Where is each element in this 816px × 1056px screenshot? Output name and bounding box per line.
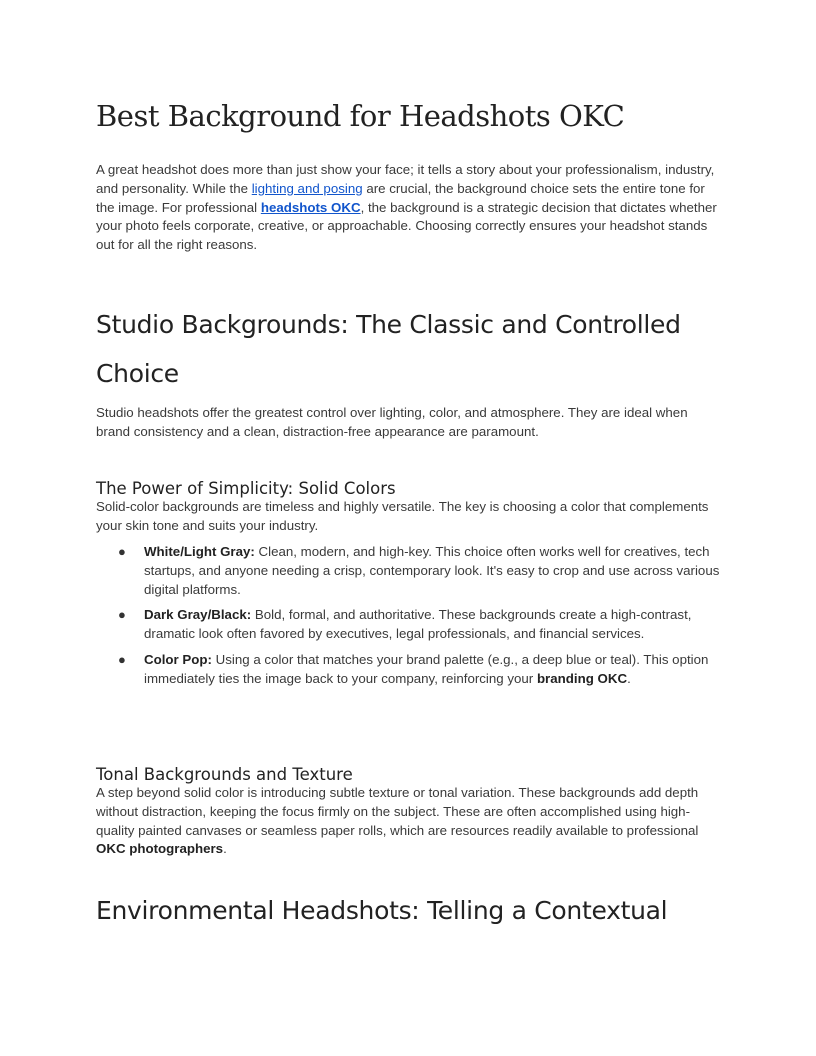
solid-colors-paragraph: Solid-color backgrounds are timeless and highly versatile. The key is choosing a color that complements your skin tone and suits your industry. [96, 499, 709, 533]
list-item [96, 606, 720, 644]
background-options-list [96, 543, 720, 696]
branding-okc-bold: branding OKC [536, 670, 628, 686]
list-item-label: Color Pop: [144, 651, 212, 667]
list-item-label: Dark Gray/Black: [144, 607, 252, 623]
solid-colors-heading: The Power of Simplicity: Solid Colors [96, 479, 396, 498]
studio-paragraph: Studio headshots offer the greatest control over lighting, color, and atmosphere. They are ideal when brand consistency and a clean, distraction-free appearance are paramount. [96, 405, 688, 439]
bullet-icon: ● [118, 607, 126, 623]
intro-text-2: are crucial, the background choice sets the entire tone for the image. For professional [96, 180, 705, 215]
intro-text-1: A great headshot does more than just show your face; it tells a story about your professionalism, industry, and personality. While the [96, 162, 715, 196]
list-item-text: Using a color that matches your brand palette (e.g., a deep blue or teal). This option immediately ties the image back to your company, reinforcing your [144, 651, 709, 686]
intro-paragraph [96, 161, 720, 255]
tonal-text: A step beyond solid color is introducing subtle texture or tonal variation. These backgrounds add depth without distraction, keeping the focus firmly on the subject. These are often accomplished using high-quality painted canvases or seamless paper rolls, which are resources readily available to professional [96, 785, 699, 838]
tonal-paragraph [96, 784, 720, 859]
okc-photographers-bold: OKC photographers [96, 841, 224, 857]
tonal-heading: Tonal Backgrounds and Texture [96, 765, 353, 784]
studio-heading: Studio Backgrounds: The Classic and Controlled Choice [96, 310, 681, 388]
environmental-heading: Environmental Headshots: Telling a Contextual [96, 896, 668, 925]
list-item [96, 543, 720, 599]
bullet-icon: ● [118, 544, 126, 559]
tonal-end: . [223, 841, 227, 857]
page-title: Best Background for Headshots OKC [96, 99, 625, 133]
lighting-posing-link[interactable]: lighting and posing [251, 180, 363, 196]
list-item [96, 651, 720, 689]
list-item-end: . [627, 670, 631, 686]
headshots-okc-link[interactable]: headshots OKC [260, 199, 361, 215]
list-item-text: Clean, modern, and high-key. This choice often works well for creatives, tech startups, and anyone needing a crisp, contemporary look. It's easy to crop and use across various digital platforms. [144, 544, 720, 597]
list-item-text: Bold, formal, and authoritative. These backgrounds create a high-contrast, dramatic look often favored by executives, legal professionals, and financial services. [144, 607, 692, 642]
intro-text-3: , the background is a strategic decision that dictates whether your photo feels corporate, creative, or approachable. Choosing correctly ensures your headshot stands out for all the right reasons. [96, 199, 717, 253]
bullet-icon: ● [118, 651, 126, 667]
list-item-label: White/Light Gray: [144, 544, 255, 559]
